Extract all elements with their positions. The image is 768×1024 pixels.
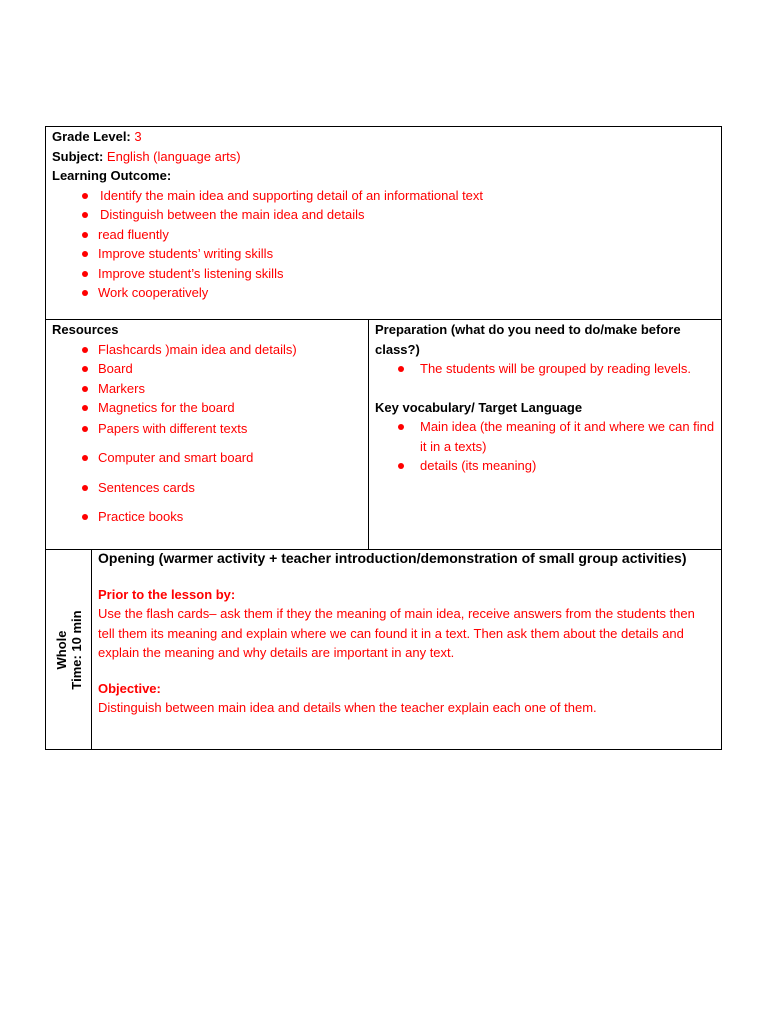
objective-label: Objective: xyxy=(98,680,161,696)
prior-lesson-label: Prior to the lesson by: xyxy=(98,586,236,602)
prior-lesson-text: Use the flash cards– ask them if they the meaning of main idea, receive answers from the students then tell them its meaning and explain where we can found it in a text. Then ask them about the details and explain the meaning and why details are important in any text. xyxy=(98,606,695,660)
key-vocabulary-list xyxy=(375,417,715,476)
resources-cell xyxy=(46,320,369,549)
time-label: Time: 10 min xyxy=(68,609,84,690)
opening-content xyxy=(92,550,721,749)
list-item: Board xyxy=(52,359,362,379)
list-item: Markers xyxy=(52,379,362,399)
opening-title: Opening (warmer activity + teacher introduction/demonstration of small group activities) xyxy=(98,550,687,566)
rotated-time-label xyxy=(54,610,84,689)
list-item: Papers with different texts xyxy=(52,419,362,439)
list-item: Identify the main idea and supporting detail of an informational text xyxy=(52,186,715,206)
list-item: Flashcards )main idea and details) xyxy=(52,340,362,360)
list-item: Sentences cards xyxy=(52,478,362,498)
header-section xyxy=(45,126,722,320)
learning-outcome-label: Learning Outcome: xyxy=(52,168,172,183)
list-item: read fluently xyxy=(52,225,715,245)
resources-preparation-section xyxy=(45,320,722,550)
preparation-title: Preparation (what do you need to do/make before class?) xyxy=(375,322,681,357)
list-item: details (its meaning) xyxy=(375,456,715,476)
list-item: Improve student’s listening skills xyxy=(52,264,715,284)
resources-title: Resources xyxy=(52,322,119,337)
list-item: Work cooperatively xyxy=(52,283,715,303)
subject-row xyxy=(52,147,715,167)
list-item: Improve students’ writing skills xyxy=(52,244,715,264)
subject-value: English (language arts) xyxy=(106,148,241,164)
grouping-label: Whole xyxy=(53,630,69,670)
list-item: Main idea (the meaning of it and where we can find it in a texts) xyxy=(375,417,715,456)
preparation-cell xyxy=(369,320,721,549)
opening-side-label xyxy=(46,550,92,749)
list-item: Magnetics for the board xyxy=(52,398,362,418)
grade-level-label: Grade Level: xyxy=(52,129,131,144)
key-vocabulary-title: Key vocabulary/ Target Language xyxy=(375,399,583,415)
resources-list xyxy=(52,340,362,527)
learning-outcome-list xyxy=(52,186,715,303)
objective-text: Distinguish between main idea and details when the teacher explain each one of them. xyxy=(98,700,597,715)
opening-section xyxy=(45,550,722,750)
grade-level-value: 3 xyxy=(134,129,142,144)
subject-label: Subject: xyxy=(52,148,104,164)
list-item: The students will be grouped by reading levels. xyxy=(375,359,715,379)
list-item: Computer and smart board xyxy=(52,448,362,468)
list-item: Practice books xyxy=(52,507,362,527)
lesson-plan-table xyxy=(45,126,722,750)
preparation-list xyxy=(375,359,715,379)
grade-level-row xyxy=(52,127,715,147)
list-item: Distinguish between the main idea and details xyxy=(52,205,715,225)
